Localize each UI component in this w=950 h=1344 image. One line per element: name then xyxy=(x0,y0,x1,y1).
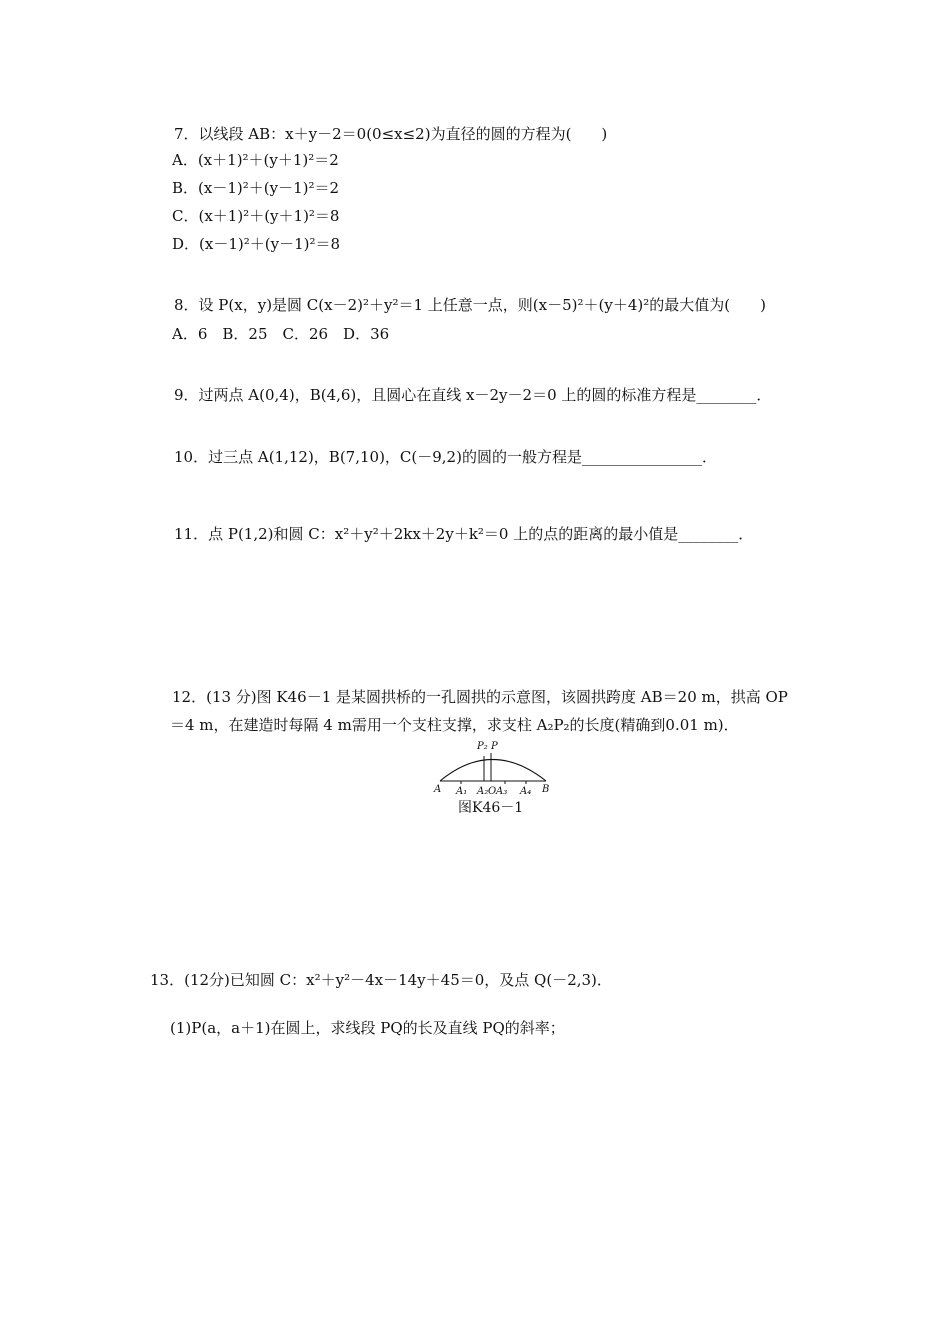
q7-option-c: C．(x＋1)²＋(y＋1)²＝8 xyxy=(172,207,340,225)
q8-stem: 8．设 P(x，y)是圆 C(x－2)²＋y²＝1 上任意一点，则(x－5)²＋(y＋4)²的最大值为( ) xyxy=(174,296,766,314)
q13-part1: (1)P(a，a＋1)在圆上，求线段 PQ的长及直线 PQ的斜率； xyxy=(170,1019,565,1037)
label-p: P xyxy=(491,741,498,752)
q12-line1: 12．(13 分)图 K46－1 是某圆拱桥的一孔圆拱的示意图，该圆拱跨度 AB＝20 m，拱高 OP xyxy=(172,688,788,706)
q7-option-a: A．(x＋1)²＋(y＋1)²＝2 xyxy=(172,151,339,169)
q10-stem: 10．过三点 A(1,12)，B(7,10)，C(－9,2)的圆的一般方程是________________． xyxy=(174,448,717,466)
label-a1: A₁ xyxy=(456,786,468,797)
q8-options: A．6 B．25 C．26 D．36 xyxy=(172,325,390,343)
label-a: A xyxy=(434,784,442,795)
label-b: B xyxy=(542,784,550,795)
figure-caption: 图K46－1 xyxy=(458,800,524,816)
label-a2: A₂ xyxy=(477,786,489,797)
q7-option-b: B．(x－1)²＋(y－1)²＝2 xyxy=(172,179,340,197)
q13-stem: 13．(12分)已知圆 C：x²＋y²－4x－14y＋45＝0，及点 Q(－2,3)． xyxy=(150,971,612,989)
label-a3: A₃ xyxy=(496,786,508,797)
q7-option-d: D．(x－1)²＋(y－1)²＝8 xyxy=(172,235,341,253)
label-a4: A₄ xyxy=(520,786,532,797)
arch-bridge-diagram xyxy=(432,738,556,798)
label-o: O xyxy=(488,786,497,797)
q12-line2: ＝4 m，在建造时每隔 4 m需用一个支柱支撑，求支柱 A₂P₂的长度(精确到0.01 m)． xyxy=(170,716,739,734)
q9-stem: 9．过两点 A(0,4)，B(4,6)，且圆心在直线 x－2y－2＝0 上的圆的标准方程是________． xyxy=(174,386,772,404)
label-p2: P₂ xyxy=(477,741,488,752)
q7-stem: 7．以线段 AB：x＋y－2＝0(0≤x≤2)为直径的圆的方程为( ) xyxy=(174,125,608,143)
q11-stem: 11．点 P(1,2)和圆 C：x²＋y²＋2kx＋2y＋k²＝0 上的点的距离的最小值是________． xyxy=(174,525,754,543)
arch-curve xyxy=(440,760,546,782)
